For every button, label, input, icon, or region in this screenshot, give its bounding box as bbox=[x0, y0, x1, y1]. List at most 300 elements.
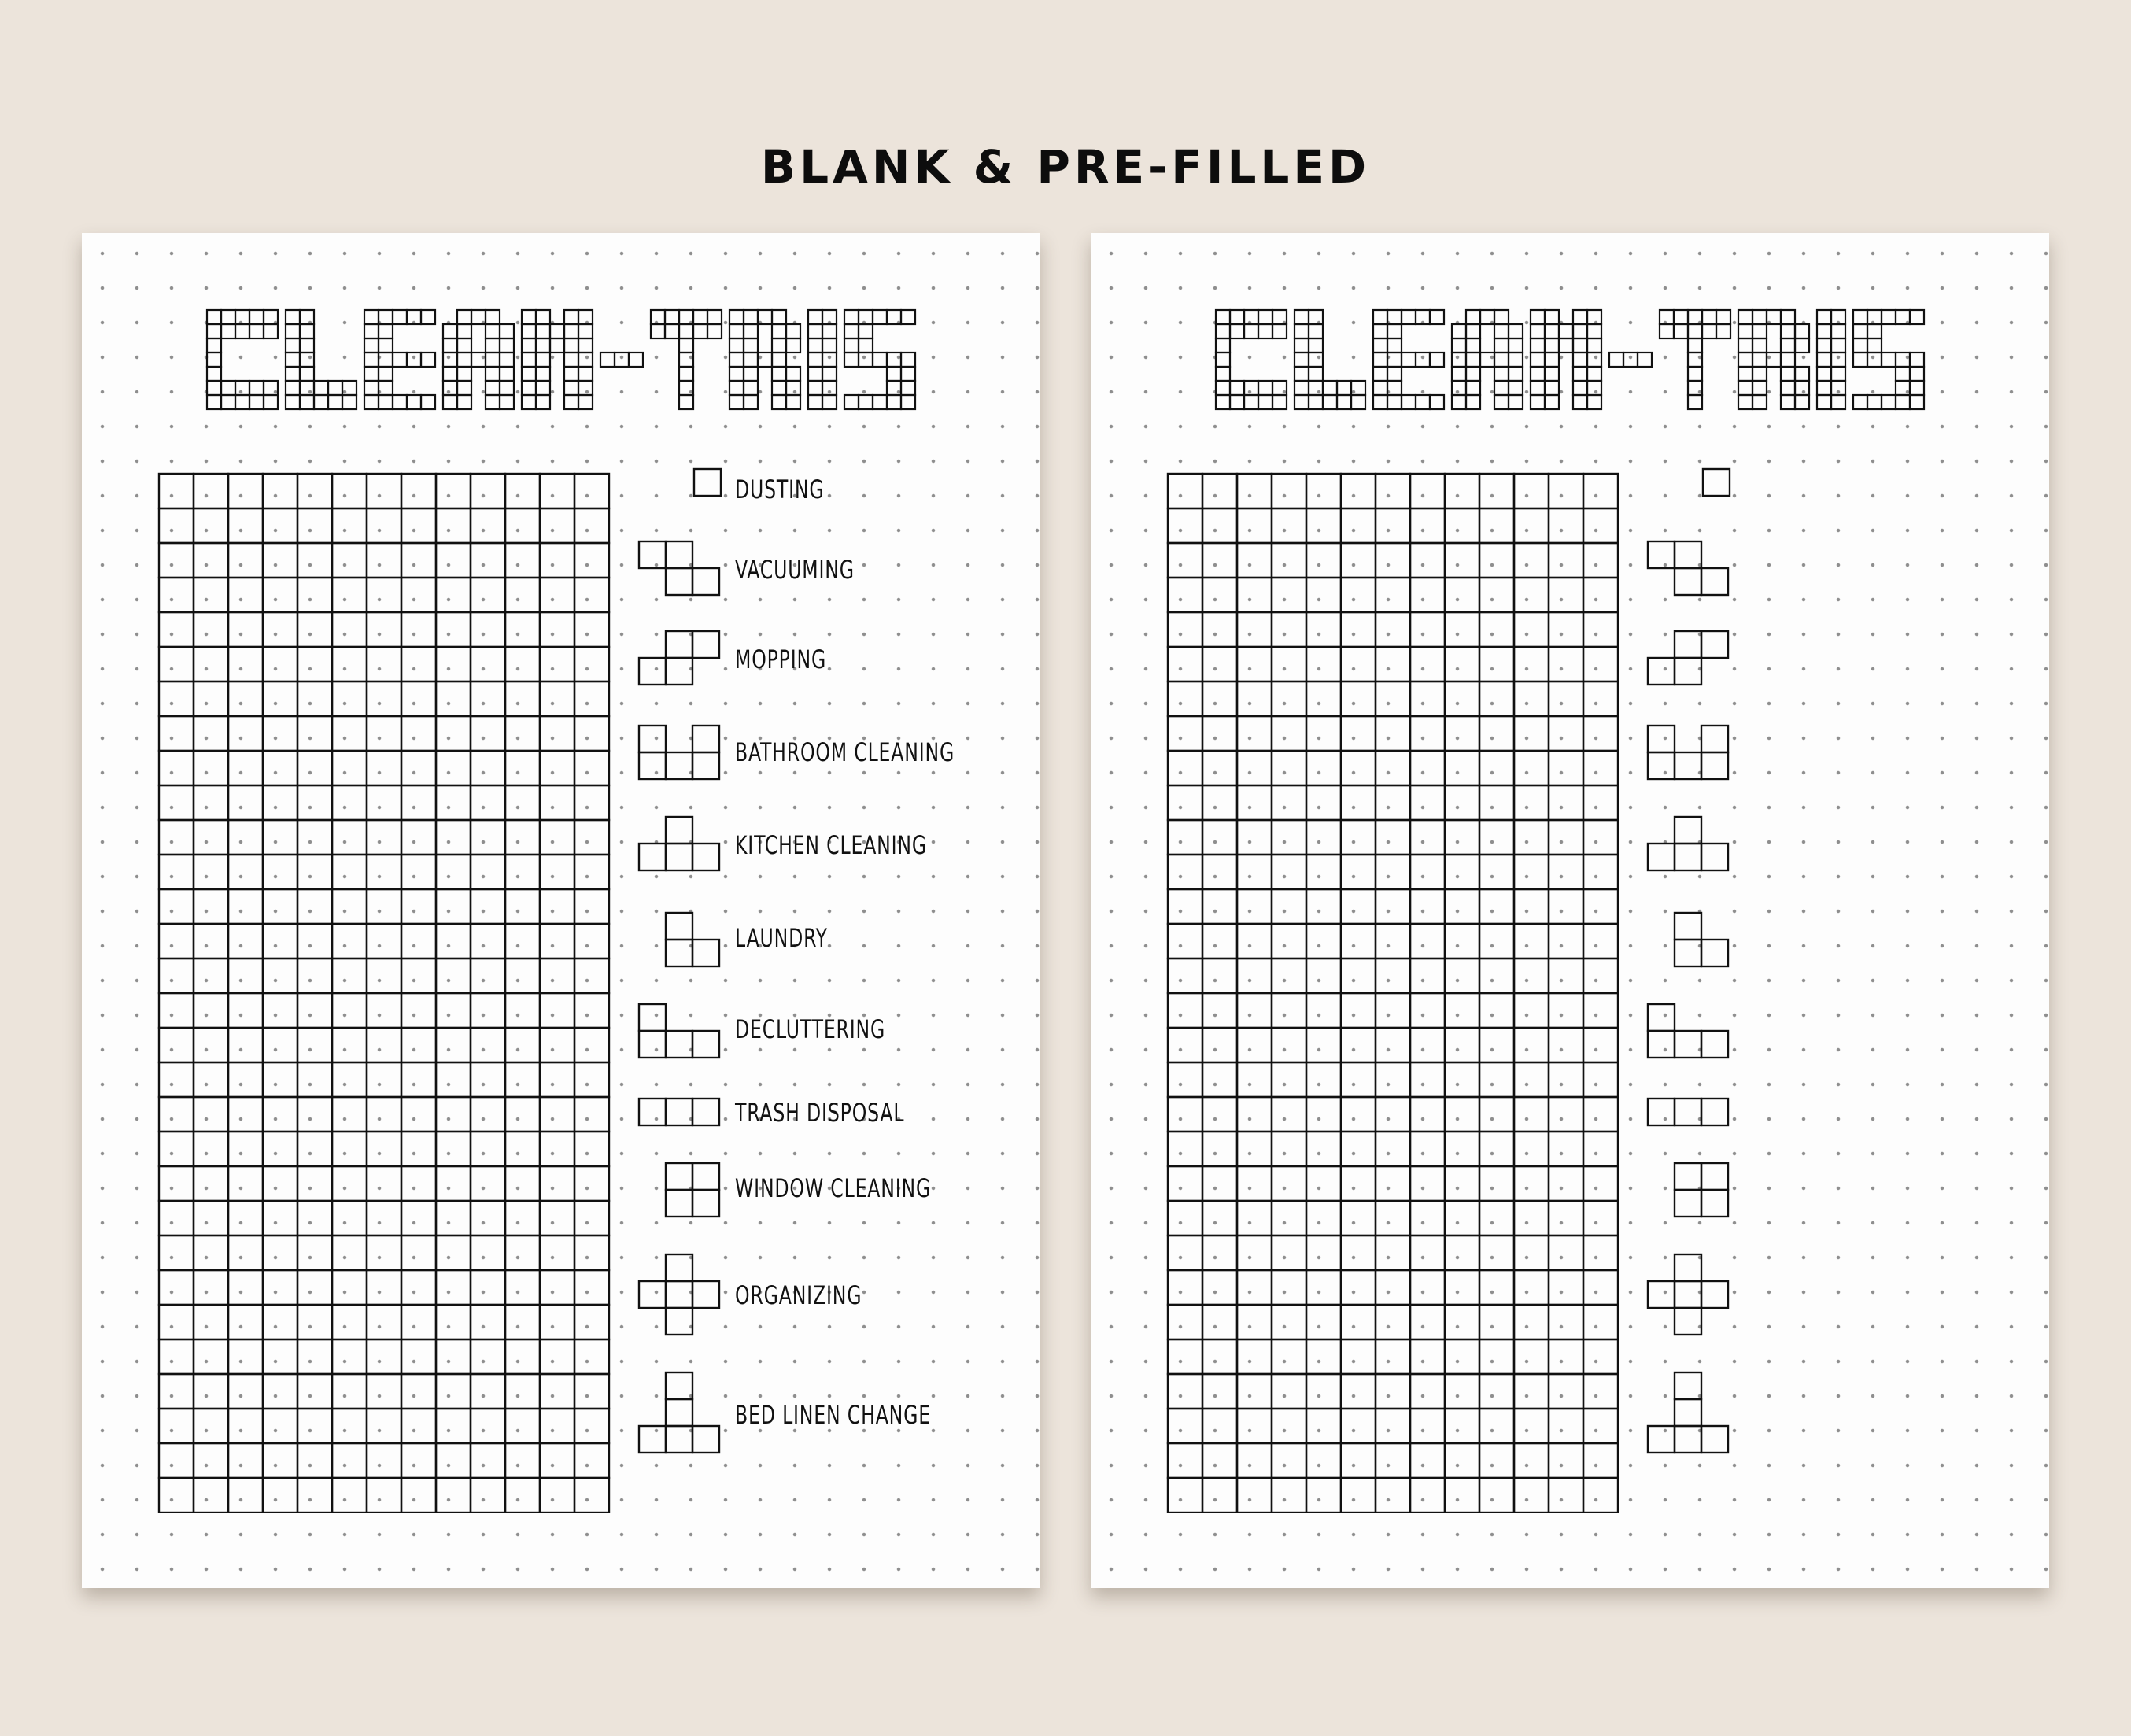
grid-cell[interactable] bbox=[1514, 751, 1549, 785]
grid-cell[interactable] bbox=[1376, 1201, 1410, 1236]
grid-cell[interactable] bbox=[1306, 1409, 1341, 1443]
grid-cell[interactable] bbox=[159, 1339, 194, 1374]
grid-cell[interactable] bbox=[159, 1201, 194, 1236]
grid-cell[interactable] bbox=[194, 1443, 228, 1478]
grid-cell[interactable] bbox=[574, 681, 609, 716]
grid-cell[interactable] bbox=[436, 647, 471, 681]
grid-cell[interactable] bbox=[367, 508, 401, 543]
grid-cell[interactable] bbox=[436, 1374, 471, 1409]
grid-cell[interactable] bbox=[1549, 647, 1583, 681]
grid-cell[interactable] bbox=[436, 1443, 471, 1478]
grid-cell[interactable] bbox=[367, 612, 401, 647]
grid-cell[interactable] bbox=[1237, 647, 1272, 681]
grid-cell[interactable] bbox=[1237, 855, 1272, 889]
grid-cell[interactable] bbox=[1445, 647, 1479, 681]
grid-cell[interactable] bbox=[540, 993, 574, 1028]
grid-cell[interactable] bbox=[194, 1339, 228, 1374]
grid-cell[interactable] bbox=[1168, 1062, 1202, 1097]
grid-cell[interactable] bbox=[297, 612, 332, 647]
grid-cell[interactable] bbox=[194, 508, 228, 543]
grid-cell[interactable] bbox=[471, 1097, 505, 1132]
grid-cell[interactable] bbox=[332, 993, 367, 1028]
grid-cell[interactable] bbox=[574, 1166, 609, 1201]
grid-cell[interactable] bbox=[574, 751, 609, 785]
grid-cell[interactable] bbox=[1237, 1028, 1272, 1062]
grid-cell[interactable] bbox=[1272, 1236, 1306, 1270]
grid-cell[interactable] bbox=[1168, 1409, 1202, 1443]
grid-cell[interactable] bbox=[228, 647, 263, 681]
grid-cell[interactable] bbox=[228, 889, 263, 924]
grid-cell[interactable] bbox=[505, 1478, 540, 1513]
grid-cell[interactable] bbox=[297, 1409, 332, 1443]
grid-cell[interactable] bbox=[228, 681, 263, 716]
grid-cell[interactable] bbox=[540, 1339, 574, 1374]
grid-cell[interactable] bbox=[1410, 751, 1445, 785]
grid-cell[interactable] bbox=[228, 1478, 263, 1513]
grid-cell[interactable] bbox=[1272, 612, 1306, 647]
grid-cell[interactable] bbox=[1583, 785, 1618, 820]
grid-cell[interactable] bbox=[367, 474, 401, 508]
grid-cell[interactable] bbox=[263, 1132, 297, 1166]
grid-cell[interactable] bbox=[401, 681, 436, 716]
grid-cell[interactable] bbox=[574, 993, 609, 1028]
grid-cell[interactable] bbox=[1237, 1062, 1272, 1097]
grid-cell[interactable] bbox=[1306, 958, 1341, 993]
grid-cell[interactable] bbox=[228, 1339, 263, 1374]
grid-cell[interactable] bbox=[297, 785, 332, 820]
grid-cell[interactable] bbox=[1376, 889, 1410, 924]
grid-cell[interactable] bbox=[540, 1270, 574, 1305]
grid-cell[interactable] bbox=[471, 1478, 505, 1513]
grid-cell[interactable] bbox=[1410, 543, 1445, 578]
grid-cell[interactable] bbox=[1306, 474, 1341, 508]
grid-cell[interactable] bbox=[1168, 889, 1202, 924]
grid-cell[interactable] bbox=[1272, 1443, 1306, 1478]
grid-cell[interactable] bbox=[436, 889, 471, 924]
grid-cell[interactable] bbox=[194, 958, 228, 993]
grid-cell[interactable] bbox=[1272, 681, 1306, 716]
grid-cell[interactable] bbox=[1479, 716, 1514, 751]
grid-cell[interactable] bbox=[228, 1270, 263, 1305]
grid-cell[interactable] bbox=[332, 543, 367, 578]
grid-cell[interactable] bbox=[263, 543, 297, 578]
grid-cell[interactable] bbox=[401, 578, 436, 612]
grid-cell[interactable] bbox=[1341, 1201, 1376, 1236]
grid-cell[interactable] bbox=[1272, 1201, 1306, 1236]
grid-cell[interactable] bbox=[436, 508, 471, 543]
grid-cell[interactable] bbox=[1514, 1409, 1549, 1443]
grid-cell[interactable] bbox=[1168, 1132, 1202, 1166]
grid-cell[interactable] bbox=[1514, 474, 1549, 508]
grid-cell[interactable] bbox=[540, 1028, 574, 1062]
grid-cell[interactable] bbox=[401, 1097, 436, 1132]
grid-cell[interactable] bbox=[1202, 543, 1237, 578]
grid-cell[interactable] bbox=[471, 958, 505, 993]
grid-cell[interactable] bbox=[159, 508, 194, 543]
grid-cell[interactable] bbox=[297, 1305, 332, 1339]
grid-cell[interactable] bbox=[540, 1097, 574, 1132]
grid-cell[interactable] bbox=[1237, 474, 1272, 508]
grid-cell[interactable] bbox=[194, 855, 228, 889]
grid-cell[interactable] bbox=[436, 1305, 471, 1339]
grid-cell[interactable] bbox=[1410, 1443, 1445, 1478]
grid-cell[interactable] bbox=[1479, 578, 1514, 612]
grid-cell[interactable] bbox=[1272, 1374, 1306, 1409]
grid-cell[interactable] bbox=[1583, 681, 1618, 716]
grid-cell[interactable] bbox=[1237, 1097, 1272, 1132]
grid-cell[interactable] bbox=[1341, 1443, 1376, 1478]
grid-cell[interactable] bbox=[471, 1339, 505, 1374]
grid-cell[interactable] bbox=[1306, 993, 1341, 1028]
grid-cell[interactable] bbox=[1549, 1270, 1583, 1305]
grid-cell[interactable] bbox=[1237, 508, 1272, 543]
grid-cell[interactable] bbox=[1237, 820, 1272, 855]
grid-cell[interactable] bbox=[1549, 1028, 1583, 1062]
grid-cell[interactable] bbox=[574, 785, 609, 820]
grid-cell[interactable] bbox=[505, 889, 540, 924]
grid-cell[interactable] bbox=[1410, 1166, 1445, 1201]
grid-cell[interactable] bbox=[1583, 647, 1618, 681]
grid-cell[interactable] bbox=[297, 543, 332, 578]
grid-cell[interactable] bbox=[1479, 1097, 1514, 1132]
grid-cell[interactable] bbox=[1341, 1305, 1376, 1339]
grid-cell[interactable] bbox=[1376, 993, 1410, 1028]
grid-cell[interactable] bbox=[574, 647, 609, 681]
grid-cell[interactable] bbox=[574, 820, 609, 855]
grid-cell[interactable] bbox=[1410, 820, 1445, 855]
grid-cell[interactable] bbox=[1410, 1409, 1445, 1443]
grid-cell[interactable] bbox=[1445, 889, 1479, 924]
grid-cell[interactable] bbox=[228, 612, 263, 647]
grid-cell[interactable] bbox=[263, 855, 297, 889]
grid-cell[interactable] bbox=[540, 578, 574, 612]
grid-cell[interactable] bbox=[471, 924, 505, 958]
grid-cell[interactable] bbox=[263, 924, 297, 958]
grid-cell[interactable] bbox=[1237, 1478, 1272, 1513]
grid-cell[interactable] bbox=[1272, 1270, 1306, 1305]
grid-cell[interactable] bbox=[401, 1236, 436, 1270]
grid-cell[interactable] bbox=[505, 1132, 540, 1166]
grid-cell[interactable] bbox=[1514, 855, 1549, 889]
grid-cell[interactable] bbox=[1202, 993, 1237, 1028]
grid-cell[interactable] bbox=[1341, 681, 1376, 716]
grid-cell[interactable] bbox=[401, 1062, 436, 1097]
grid-cell[interactable] bbox=[1514, 1270, 1549, 1305]
grid-cell[interactable] bbox=[159, 785, 194, 820]
grid-cell[interactable] bbox=[471, 716, 505, 751]
grid-cell[interactable] bbox=[401, 1374, 436, 1409]
grid-cell[interactable] bbox=[574, 1236, 609, 1270]
grid-cell[interactable] bbox=[1514, 1374, 1549, 1409]
grid-cell[interactable] bbox=[401, 1166, 436, 1201]
grid-cell[interactable] bbox=[228, 1097, 263, 1132]
grid-cell[interactable] bbox=[574, 1270, 609, 1305]
grid-cell[interactable] bbox=[1376, 681, 1410, 716]
grid-cell[interactable] bbox=[1168, 681, 1202, 716]
grid-cell[interactable] bbox=[1410, 855, 1445, 889]
grid-cell[interactable] bbox=[401, 855, 436, 889]
grid-cell[interactable] bbox=[1202, 1097, 1237, 1132]
grid-cell[interactable] bbox=[297, 751, 332, 785]
grid-cell[interactable] bbox=[1168, 1097, 1202, 1132]
grid-cell[interactable] bbox=[1306, 855, 1341, 889]
grid-cell[interactable] bbox=[574, 958, 609, 993]
grid-cell[interactable] bbox=[401, 543, 436, 578]
grid-cell[interactable] bbox=[297, 474, 332, 508]
grid-cell[interactable] bbox=[1202, 751, 1237, 785]
grid-cell[interactable] bbox=[540, 1374, 574, 1409]
grid-cell[interactable] bbox=[1168, 1339, 1202, 1374]
grid-cell[interactable] bbox=[1410, 474, 1445, 508]
grid-cell[interactable] bbox=[1376, 958, 1410, 993]
grid-cell[interactable] bbox=[436, 855, 471, 889]
grid-cell[interactable] bbox=[1410, 785, 1445, 820]
grid-cell[interactable] bbox=[297, 1201, 332, 1236]
grid-cell[interactable] bbox=[1549, 820, 1583, 855]
grid-cell[interactable] bbox=[1445, 958, 1479, 993]
grid-cell[interactable] bbox=[1583, 1201, 1618, 1236]
grid-cell[interactable] bbox=[367, 1339, 401, 1374]
grid-cell[interactable] bbox=[367, 820, 401, 855]
grid-cell[interactable] bbox=[1341, 612, 1376, 647]
grid-cell[interactable] bbox=[1272, 1028, 1306, 1062]
grid-cell[interactable] bbox=[505, 855, 540, 889]
grid-cell[interactable] bbox=[1341, 785, 1376, 820]
grid-cell[interactable] bbox=[1410, 647, 1445, 681]
grid-cell[interactable] bbox=[1237, 785, 1272, 820]
grid-cell[interactable] bbox=[228, 1374, 263, 1409]
grid-cell[interactable] bbox=[471, 1062, 505, 1097]
grid-cell[interactable] bbox=[1583, 958, 1618, 993]
grid-cell[interactable] bbox=[1272, 1339, 1306, 1374]
grid-cell[interactable] bbox=[1549, 785, 1583, 820]
grid-cell[interactable] bbox=[263, 785, 297, 820]
grid-cell[interactable] bbox=[1202, 1409, 1237, 1443]
grid-cell[interactable] bbox=[1376, 543, 1410, 578]
grid-cell[interactable] bbox=[1237, 889, 1272, 924]
grid-cell[interactable] bbox=[159, 993, 194, 1028]
grid-cell[interactable] bbox=[505, 993, 540, 1028]
grid-cell[interactable] bbox=[1376, 1166, 1410, 1201]
grid-cell[interactable] bbox=[1306, 924, 1341, 958]
grid-cell[interactable] bbox=[401, 993, 436, 1028]
grid-cell[interactable] bbox=[1341, 1374, 1376, 1409]
grid-cell[interactable] bbox=[401, 647, 436, 681]
grid-cell[interactable] bbox=[401, 889, 436, 924]
grid-cell[interactable] bbox=[367, 1201, 401, 1236]
grid-cell[interactable] bbox=[1237, 1166, 1272, 1201]
grid-cell[interactable] bbox=[574, 1339, 609, 1374]
grid-cell[interactable] bbox=[1341, 716, 1376, 751]
grid-cell[interactable] bbox=[1306, 889, 1341, 924]
grid-cell[interactable] bbox=[574, 578, 609, 612]
grid-cell[interactable] bbox=[263, 716, 297, 751]
grid-cell[interactable] bbox=[159, 578, 194, 612]
grid-cell[interactable] bbox=[574, 1478, 609, 1513]
grid-cell[interactable] bbox=[1479, 1028, 1514, 1062]
grid-cell[interactable] bbox=[367, 924, 401, 958]
grid-cell[interactable] bbox=[367, 889, 401, 924]
grid-cell[interactable] bbox=[228, 855, 263, 889]
grid-cell[interactable] bbox=[1341, 924, 1376, 958]
grid-cell[interactable] bbox=[1237, 1305, 1272, 1339]
grid-cell[interactable] bbox=[1168, 820, 1202, 855]
grid-cell[interactable] bbox=[1445, 785, 1479, 820]
grid-cell[interactable] bbox=[574, 1062, 609, 1097]
grid-cell[interactable] bbox=[194, 1062, 228, 1097]
grid-cell[interactable] bbox=[1549, 1236, 1583, 1270]
grid-cell[interactable] bbox=[1202, 1236, 1237, 1270]
grid-cell[interactable] bbox=[540, 647, 574, 681]
grid-cell[interactable] bbox=[1306, 681, 1341, 716]
grid-cell[interactable] bbox=[1237, 993, 1272, 1028]
grid-cell[interactable] bbox=[297, 1270, 332, 1305]
grid-cell[interactable] bbox=[367, 578, 401, 612]
grid-cell[interactable] bbox=[297, 1062, 332, 1097]
grid-cell[interactable] bbox=[540, 1062, 574, 1097]
grid-cell[interactable] bbox=[263, 508, 297, 543]
grid-cell[interactable] bbox=[505, 508, 540, 543]
grid-cell[interactable] bbox=[1549, 1097, 1583, 1132]
grid-cell[interactable] bbox=[1583, 751, 1618, 785]
grid-cell[interactable] bbox=[263, 474, 297, 508]
grid-cell[interactable] bbox=[1479, 924, 1514, 958]
grid-cell[interactable] bbox=[1341, 1236, 1376, 1270]
grid-cell[interactable] bbox=[1410, 1028, 1445, 1062]
grid-cell[interactable] bbox=[1202, 681, 1237, 716]
grid-cell[interactable] bbox=[540, 1409, 574, 1443]
grid-cell[interactable] bbox=[401, 474, 436, 508]
grid-cell[interactable] bbox=[540, 889, 574, 924]
grid-cell[interactable] bbox=[159, 1270, 194, 1305]
grid-cell[interactable] bbox=[1514, 1236, 1549, 1270]
grid-cell[interactable] bbox=[1410, 1339, 1445, 1374]
grid-cell[interactable] bbox=[401, 1132, 436, 1166]
grid-cell[interactable] bbox=[1549, 1062, 1583, 1097]
grid-cell[interactable] bbox=[1306, 1062, 1341, 1097]
grid-cell[interactable] bbox=[367, 1443, 401, 1478]
grid-cell[interactable] bbox=[1168, 578, 1202, 612]
grid-cell[interactable] bbox=[1306, 1270, 1341, 1305]
grid-cell[interactable] bbox=[1410, 1132, 1445, 1166]
grid-cell[interactable] bbox=[1583, 1166, 1618, 1201]
grid-cell[interactable] bbox=[1168, 716, 1202, 751]
grid-cell[interactable] bbox=[540, 716, 574, 751]
grid-cell[interactable] bbox=[1272, 785, 1306, 820]
grid-cell[interactable] bbox=[228, 993, 263, 1028]
grid-cell[interactable] bbox=[505, 1409, 540, 1443]
grid-cell[interactable] bbox=[1272, 1478, 1306, 1513]
grid-cell[interactable] bbox=[505, 1305, 540, 1339]
grid-cell[interactable] bbox=[1583, 1270, 1618, 1305]
grid-cell[interactable] bbox=[228, 1166, 263, 1201]
grid-cell[interactable] bbox=[1583, 1062, 1618, 1097]
grid-cell[interactable] bbox=[1341, 855, 1376, 889]
grid-cell[interactable] bbox=[1445, 1374, 1479, 1409]
grid-cell[interactable] bbox=[1514, 1062, 1549, 1097]
grid-cell[interactable] bbox=[297, 716, 332, 751]
grid-cell[interactable] bbox=[1410, 958, 1445, 993]
grid-cell[interactable] bbox=[1583, 1132, 1618, 1166]
grid-cell[interactable] bbox=[1237, 924, 1272, 958]
grid-cell[interactable] bbox=[1549, 751, 1583, 785]
grid-cell[interactable] bbox=[1445, 1305, 1479, 1339]
grid-cell[interactable] bbox=[574, 1201, 609, 1236]
grid-cell[interactable] bbox=[1376, 508, 1410, 543]
grid-cell[interactable] bbox=[159, 924, 194, 958]
grid-cell[interactable] bbox=[1272, 508, 1306, 543]
grid-cell[interactable] bbox=[1341, 993, 1376, 1028]
grid-cell[interactable] bbox=[263, 1201, 297, 1236]
grid-cell[interactable] bbox=[194, 681, 228, 716]
grid-cell[interactable] bbox=[574, 889, 609, 924]
grid-cell[interactable] bbox=[1514, 1132, 1549, 1166]
grid-cell[interactable] bbox=[263, 1270, 297, 1305]
grid-cell[interactable] bbox=[436, 681, 471, 716]
grid-cell[interactable] bbox=[1168, 1236, 1202, 1270]
grid-cell[interactable] bbox=[159, 681, 194, 716]
grid-cell[interactable] bbox=[1341, 820, 1376, 855]
grid-cell[interactable] bbox=[471, 681, 505, 716]
grid-cell[interactable] bbox=[1549, 924, 1583, 958]
grid-cell[interactable] bbox=[194, 785, 228, 820]
grid-cell[interactable] bbox=[1479, 1201, 1514, 1236]
grid-cell[interactable] bbox=[1237, 681, 1272, 716]
grid-cell[interactable] bbox=[332, 1443, 367, 1478]
grid-cell[interactable] bbox=[1549, 1443, 1583, 1478]
grid-cell[interactable] bbox=[1168, 751, 1202, 785]
grid-cell[interactable] bbox=[297, 1132, 332, 1166]
grid-cell[interactable] bbox=[263, 647, 297, 681]
grid-cell[interactable] bbox=[436, 1409, 471, 1443]
grid-cell[interactable] bbox=[540, 474, 574, 508]
grid-cell[interactable] bbox=[574, 1132, 609, 1166]
grid-cell[interactable] bbox=[228, 716, 263, 751]
grid-cell[interactable] bbox=[471, 1443, 505, 1478]
grid-cell[interactable] bbox=[297, 958, 332, 993]
grid-cell[interactable] bbox=[401, 820, 436, 855]
grid-cell[interactable] bbox=[1376, 751, 1410, 785]
grid-cell[interactable] bbox=[1445, 855, 1479, 889]
grid-cell[interactable] bbox=[194, 1409, 228, 1443]
grid-cell[interactable] bbox=[1479, 1339, 1514, 1374]
grid-cell[interactable] bbox=[1168, 855, 1202, 889]
grid-cell[interactable] bbox=[1445, 1201, 1479, 1236]
grid-cell[interactable] bbox=[574, 1305, 609, 1339]
grid-cell[interactable] bbox=[1341, 1166, 1376, 1201]
grid-cell[interactable] bbox=[574, 1097, 609, 1132]
grid-cell[interactable] bbox=[401, 1409, 436, 1443]
grid-cell[interactable] bbox=[505, 716, 540, 751]
grid-cell[interactable] bbox=[194, 716, 228, 751]
grid-cell[interactable] bbox=[263, 1236, 297, 1270]
grid-cell[interactable] bbox=[159, 1478, 194, 1513]
grid-cell[interactable] bbox=[1376, 1478, 1410, 1513]
grid-cell[interactable] bbox=[1549, 1166, 1583, 1201]
grid-cell[interactable] bbox=[505, 612, 540, 647]
grid-cell[interactable] bbox=[401, 958, 436, 993]
grid-cell[interactable] bbox=[228, 508, 263, 543]
grid-cell[interactable] bbox=[194, 889, 228, 924]
grid-cell[interactable] bbox=[263, 612, 297, 647]
grid-cell[interactable] bbox=[1168, 1166, 1202, 1201]
grid-cell[interactable] bbox=[1549, 543, 1583, 578]
grid-cell[interactable] bbox=[159, 543, 194, 578]
grid-cell[interactable] bbox=[263, 1478, 297, 1513]
grid-cell[interactable] bbox=[1479, 751, 1514, 785]
grid-cell[interactable] bbox=[1549, 1374, 1583, 1409]
grid-cell[interactable] bbox=[263, 681, 297, 716]
